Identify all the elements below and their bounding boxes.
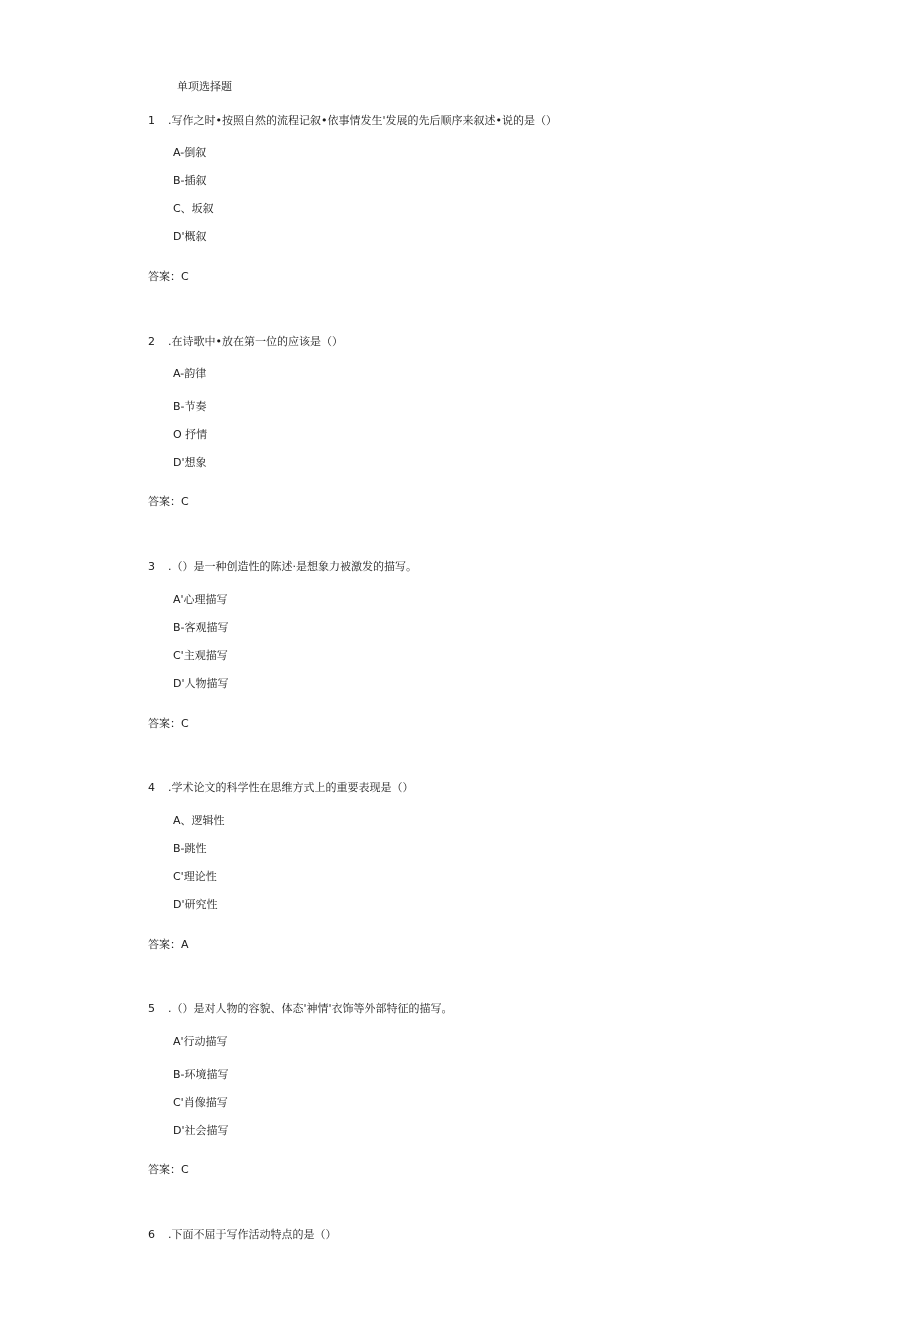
option-c: C、坂叙 bbox=[173, 202, 214, 215]
option-c: C'主观描写 bbox=[173, 649, 228, 662]
answer: 答案：C bbox=[148, 270, 189, 283]
answer: 答案：C bbox=[148, 717, 189, 730]
question-text: .在诗歌中•放在第一位的应该是（） bbox=[168, 335, 343, 348]
option-d: D'想象 bbox=[173, 456, 207, 469]
option-d: D'社会描写 bbox=[173, 1124, 229, 1137]
option-a: A-倒叙 bbox=[173, 146, 207, 159]
question-text: .（）是一种创造性的陈述·是想象力被激发的描写。 bbox=[168, 560, 417, 573]
option-d: D'人物描写 bbox=[173, 677, 229, 690]
option-b: B-节奏 bbox=[173, 400, 207, 413]
answer: 答案：C bbox=[148, 495, 189, 508]
option-c: O 抒情 bbox=[173, 428, 208, 441]
option-b: B-环境描写 bbox=[173, 1068, 229, 1081]
option-c: C'理论性 bbox=[173, 870, 217, 883]
option-a: A'行动描写 bbox=[173, 1035, 228, 1048]
question-number: 6 bbox=[148, 1228, 155, 1241]
question-text: .（）是对人物的容貌、体态'神情'衣饰等外部特征的描写。 bbox=[168, 1002, 453, 1015]
question-text: .下面不屈于写作活动特点的是（） bbox=[168, 1228, 337, 1241]
option-b: B-插叙 bbox=[173, 174, 207, 187]
answer: 答案：A bbox=[148, 938, 189, 951]
option-b: B-跳性 bbox=[173, 842, 207, 855]
option-a: A'心理描写 bbox=[173, 593, 228, 606]
option-b: B-客观描写 bbox=[173, 621, 229, 634]
question-number: 1 bbox=[148, 114, 155, 127]
section-title: 单项选择题 bbox=[177, 80, 232, 93]
question-number: 4 bbox=[148, 781, 155, 794]
question-text: .学术论文的科学性在思维方式上的重要表现是（） bbox=[168, 781, 414, 794]
answer: 答案：C bbox=[148, 1163, 189, 1176]
option-a: A-韵律 bbox=[173, 367, 207, 380]
question-number: 2 bbox=[148, 335, 155, 348]
question-text: .写作之时•按照自然的流程记叙•依事情发生'发展的先后顺序来叙述•说的是（） bbox=[168, 114, 557, 127]
question-number: 5 bbox=[148, 1002, 155, 1015]
option-d: D'概叙 bbox=[173, 230, 207, 243]
question-number: 3 bbox=[148, 560, 155, 573]
option-c: C'肖像描写 bbox=[173, 1096, 228, 1109]
option-d: D'研究性 bbox=[173, 898, 218, 911]
option-a: A、逻辑性 bbox=[173, 814, 225, 827]
